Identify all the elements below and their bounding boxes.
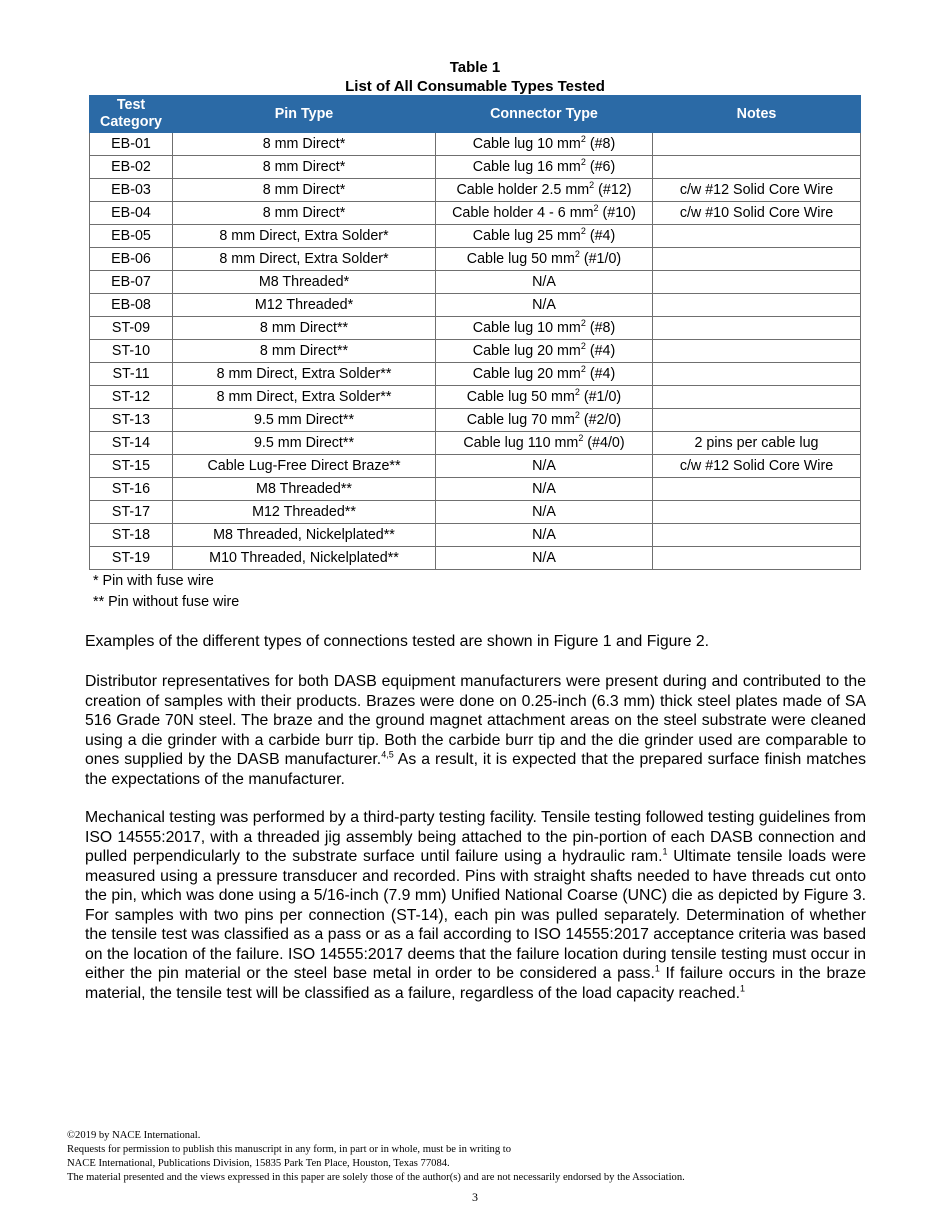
table-footnote-fuse-wire: * Pin with fuse wire <box>93 573 214 589</box>
cell-notes: c/w #12 Solid Core Wire <box>653 455 861 478</box>
cell-connector-type <box>436 501 653 524</box>
cell-connector-type <box>436 478 653 501</box>
cell-notes <box>653 501 861 524</box>
cell-pin-type: 8 mm Direct* <box>173 202 436 225</box>
cell-connector-type <box>436 294 653 317</box>
paragraph-text: Mechanical testing was performed by a third-party testing facility. Tensile testing followed testing guidelines from ISO 14555:2017, with a threaded jig assembly being attached to the pin-portion of each DASB connection and pulled perpendicularly to the substrate surface until failure using a hydraulic ram. <box>85 809 866 865</box>
consumable-types-table <box>89 95 861 570</box>
connector-text: N/A <box>532 458 556 474</box>
table-row <box>90 524 861 547</box>
cell-notes <box>653 294 861 317</box>
cell-pin-type: 9.5 mm Direct** <box>173 409 436 432</box>
connector-text: Cable lug 10 mm <box>472 136 581 152</box>
cell-connector-type <box>436 524 653 547</box>
unit-superscript: 2 <box>580 364 586 375</box>
connector-text: Cable holder 4 - 6 mm <box>452 205 594 221</box>
table-row <box>90 501 861 524</box>
cell-pin-type: 9.5 mm Direct** <box>173 432 436 455</box>
cell-connector-type <box>436 179 653 202</box>
awg-size: (#8) <box>585 136 616 152</box>
cell-connector-type <box>436 547 653 570</box>
cell-connector-type <box>436 455 653 478</box>
cell-pin-type: 8 mm Direct* <box>173 133 436 156</box>
citation-ref: 4,5 <box>381 749 394 760</box>
cell-notes: c/w #10 Solid Core Wire <box>653 202 861 225</box>
table-row <box>90 432 861 455</box>
paragraph-sample-preparation <box>85 672 866 789</box>
awg-size: (#4) <box>585 343 616 359</box>
connector-text: Cable lug 70 mm <box>466 412 575 428</box>
connector-text: N/A <box>532 504 556 520</box>
awg-size: (#8) <box>585 320 616 336</box>
cell-notes: c/w #12 Solid Core Wire <box>653 179 861 202</box>
unit-superscript: 2 <box>578 433 584 444</box>
cell-notes <box>653 156 861 179</box>
cell-connector-type <box>436 340 653 363</box>
cell-pin-type: 8 mm Direct** <box>173 340 436 363</box>
table-caption-number: Table 1 <box>449 59 501 76</box>
cell-connector-type <box>436 248 653 271</box>
awg-size: (#10) <box>598 205 636 221</box>
unit-superscript: 2 <box>580 157 586 168</box>
cell-test-category: EB-01 <box>90 133 173 156</box>
cell-test-category: ST-09 <box>90 317 173 340</box>
cell-test-category: ST-13 <box>90 409 173 432</box>
unit-superscript: 2 <box>574 387 580 398</box>
cell-test-category: EB-07 <box>90 271 173 294</box>
cell-test-category: ST-14 <box>90 432 173 455</box>
header-connector-type: Connector Type <box>436 96 653 133</box>
unit-superscript: 2 <box>593 203 599 214</box>
cell-test-category: ST-17 <box>90 501 173 524</box>
table-row <box>90 156 861 179</box>
cell-connector-type <box>436 202 653 225</box>
awg-size: (#1/0) <box>579 251 622 267</box>
cell-notes <box>653 317 861 340</box>
connector-text: N/A <box>532 274 556 290</box>
cell-test-category: EB-05 <box>90 225 173 248</box>
connector-text: Cable lug 110 mm <box>463 435 579 451</box>
cell-notes <box>653 225 861 248</box>
cell-notes: 2 pins per cable lug <box>653 432 861 455</box>
table-row <box>90 294 861 317</box>
cell-test-category: EB-03 <box>90 179 173 202</box>
cell-notes <box>653 547 861 570</box>
connector-text: N/A <box>532 481 556 497</box>
cell-connector-type <box>436 363 653 386</box>
cell-connector-type <box>436 317 653 340</box>
awg-size: (#12) <box>594 182 632 198</box>
table-row <box>90 409 861 432</box>
citation-ref: 1 <box>662 846 668 857</box>
connector-text: N/A <box>532 297 556 313</box>
paragraph-mechanical-testing <box>85 808 866 1003</box>
paragraph-text: If failure occurs in the braze material, the tensile test will be classified as a failure, regardless of the load capacity reached. <box>85 965 866 1002</box>
connector-text: Cable lug 20 mm <box>472 343 581 359</box>
cell-pin-type: 8 mm Direct, Extra Solder* <box>173 225 436 248</box>
cell-notes <box>653 386 861 409</box>
table-row <box>90 317 861 340</box>
awg-size: (#6) <box>585 159 616 175</box>
table-header-row <box>90 96 861 133</box>
cell-test-category: ST-11 <box>90 363 173 386</box>
paragraph-figure-examples: Examples of the different types of connections tested are shown in Figure 1 and Figure 2. <box>85 633 710 650</box>
cell-pin-type: Cable Lug-Free Direct Braze** <box>173 455 436 478</box>
cell-pin-type: 8 mm Direct* <box>173 179 436 202</box>
cell-pin-type: 8 mm Direct* <box>173 156 436 179</box>
cell-connector-type <box>436 386 653 409</box>
awg-size: (#4) <box>585 366 616 382</box>
table-row <box>90 478 861 501</box>
cell-pin-type: M12 Threaded* <box>173 294 436 317</box>
table-row <box>90 179 861 202</box>
cell-pin-type: 8 mm Direct** <box>173 317 436 340</box>
unit-superscript: 2 <box>580 134 586 145</box>
cell-test-category: ST-10 <box>90 340 173 363</box>
footer-disclaimer: The material presented and the views expressed in this paper are solely those of the author(s) and are not necessarily endorsed by the Association. <box>67 1172 685 1183</box>
footer-permission: Requests for permission to publish this manuscript in any form, in part or in whole, must be in writing to <box>67 1144 512 1155</box>
table-row <box>90 271 861 294</box>
awg-size: (#2/0) <box>579 412 622 428</box>
unit-superscript: 2 <box>580 226 586 237</box>
unit-superscript: 2 <box>580 341 586 352</box>
cell-pin-type: 8 mm Direct, Extra Solder** <box>173 386 436 409</box>
connector-text: Cable lug 16 mm <box>472 159 581 175</box>
table-row <box>90 547 861 570</box>
footer-address: NACE International, Publications Division, 15835 Park Ten Place, Houston, Texas 77084. <box>67 1158 450 1169</box>
page-number: 3 <box>472 1190 478 1204</box>
cell-notes <box>653 524 861 547</box>
cell-pin-type: 8 mm Direct, Extra Solder* <box>173 248 436 271</box>
table-row <box>90 455 861 478</box>
connector-text: Cable lug 50 mm <box>466 251 575 267</box>
table-footnote-no-fuse-wire: ** Pin without fuse wire <box>93 594 240 610</box>
connector-text: Cable holder 2.5 mm <box>456 182 590 198</box>
header-notes: Notes <box>653 96 861 133</box>
table-row <box>90 248 861 271</box>
connector-text: Cable lug 10 mm <box>472 320 581 336</box>
awg-size: (#4) <box>585 228 616 244</box>
cell-pin-type: M8 Threaded, Nickelplated** <box>173 524 436 547</box>
unit-superscript: 2 <box>589 180 595 191</box>
cell-pin-type: M8 Threaded* <box>173 271 436 294</box>
cell-test-category: EB-02 <box>90 156 173 179</box>
cell-test-category: EB-04 <box>90 202 173 225</box>
cell-test-category: EB-08 <box>90 294 173 317</box>
cell-notes <box>653 340 861 363</box>
cell-pin-type: M12 Threaded** <box>173 501 436 524</box>
paragraph-text: As a result, it is expected that the prepared surface finish matches the expectations of the manufacturer. <box>85 751 866 788</box>
cell-pin-type: 8 mm Direct, Extra Solder** <box>173 363 436 386</box>
table-row <box>90 225 861 248</box>
cell-connector-type <box>436 225 653 248</box>
connector-text: Cable lug 25 mm <box>472 228 581 244</box>
cell-test-category: EB-06 <box>90 248 173 271</box>
cell-connector-type <box>436 409 653 432</box>
cell-notes <box>653 478 861 501</box>
header-pin-type: Pin Type <box>173 96 436 133</box>
citation-ref: 1 <box>654 963 660 974</box>
citation-ref: 1 <box>740 983 746 994</box>
paragraph-text: Ultimate tensile loads were measured using a pressure transducer and recorded. Pins with straight shafts needed to have threads cut onto the pin, which was done using a 5/16-inch (7.9 mm) Unified National Coarse (UNC) die as depicted by Figure 3. For samples with two pins per connection (ST-14), each pin was pulled separately. Determination of whether the tensile test was classified as a pass or as a fail according to ISO 14555:2017 acceptance criteria was based on the location of the failure. ISO 14555:2017 deems that the failure location during tensile testing must occur in either the pin material or the steel base metal in order to be considered a pass. <box>85 848 866 982</box>
table-row <box>90 363 861 386</box>
header-test-category: Test Category <box>90 96 173 133</box>
unit-superscript: 2 <box>580 318 586 329</box>
paragraph-text: Distributor representatives for both DASB equipment manufacturers were present during and contributed to the creation of samples with their products. Brazes were done on 0.25-inch (6.3 mm) thick steel plates made of SA 516 Grade 70N steel. The braze and the ground magnet attachment areas on the steel substrate were cleaned using a die grinder with a carbide burr tip. Both the carbide burr tip and the die grinder used are comparable to ones supplied by the DASB manufacturer. <box>85 673 866 768</box>
cell-test-category: ST-16 <box>90 478 173 501</box>
connector-text: N/A <box>532 527 556 543</box>
cell-connector-type <box>436 133 653 156</box>
cell-notes <box>653 133 861 156</box>
cell-notes <box>653 271 861 294</box>
cell-connector-type <box>436 432 653 455</box>
table-row <box>90 202 861 225</box>
unit-superscript: 2 <box>574 410 580 421</box>
cell-connector-type <box>436 271 653 294</box>
cell-pin-type: M8 Threaded** <box>173 478 436 501</box>
cell-test-category: ST-12 <box>90 386 173 409</box>
cell-notes <box>653 248 861 271</box>
awg-size: (#1/0) <box>579 389 622 405</box>
footer-copyright: ©2019 by NACE International. <box>67 1130 201 1141</box>
cell-notes <box>653 409 861 432</box>
cell-test-category: ST-19 <box>90 547 173 570</box>
table-caption-title: List of All Consumable Types Tested <box>345 78 605 95</box>
cell-connector-type <box>436 156 653 179</box>
cell-test-category: ST-18 <box>90 524 173 547</box>
connector-text: N/A <box>532 550 556 566</box>
unit-superscript: 2 <box>574 249 580 260</box>
awg-size: (#4/0) <box>583 435 625 451</box>
table-row <box>90 386 861 409</box>
cell-notes <box>653 363 861 386</box>
cell-pin-type: M10 Threaded, Nickelplated** <box>173 547 436 570</box>
connector-text: Cable lug 20 mm <box>472 366 581 382</box>
table-row <box>90 133 861 156</box>
table-row <box>90 340 861 363</box>
connector-text: Cable lug 50 mm <box>466 389 575 405</box>
cell-test-category: ST-15 <box>90 455 173 478</box>
